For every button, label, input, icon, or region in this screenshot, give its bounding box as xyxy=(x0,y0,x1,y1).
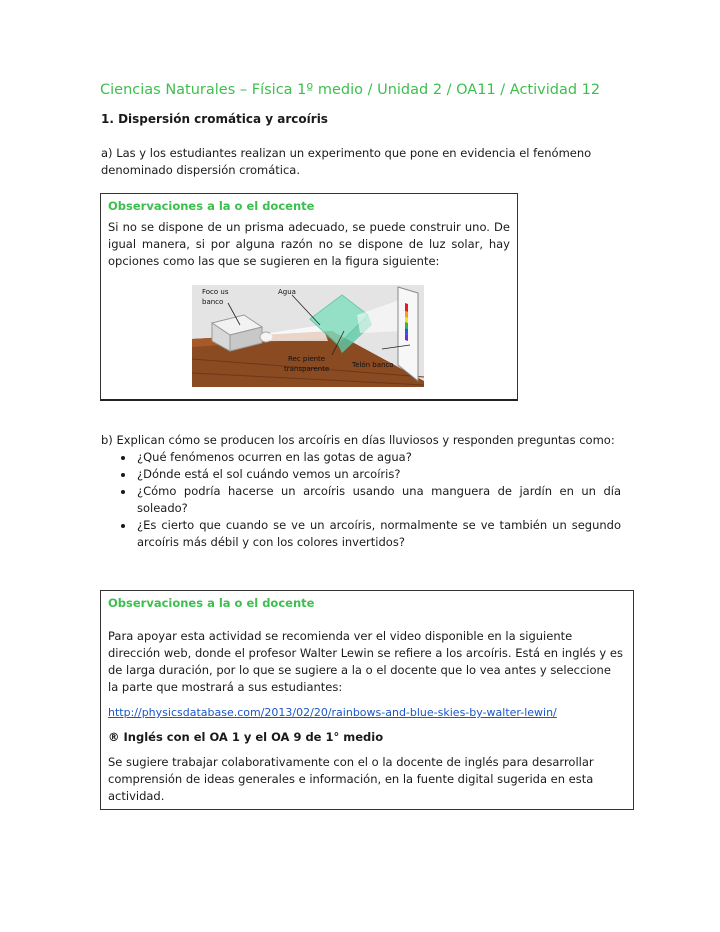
label-recipiente: Rec piente transparente xyxy=(284,355,330,373)
box2-title: Observaciones a la o el docente xyxy=(108,596,315,610)
page-title: Ciencias Naturales – Física 1º medio / Unidad 2 / OA11 / Actividad 12 xyxy=(100,82,601,98)
label-telon: Telón banco xyxy=(352,361,394,369)
box2-text1: Para apoyar esta actividad se recomienda ver el video disponible en la siguiente dirección web, donde el profesor Walter Lewin se refiere a los arcoíris. Está en inglés y es de larga duración, por lo que se sugiere a la o el docente que lo vea antes y seleccione la parte que mostrará a sus estudiantes: xyxy=(108,629,623,694)
question-list xyxy=(101,449,621,551)
spectrum-violet xyxy=(405,334,408,341)
box1-text: Si no se dispone de un prisma adecuado, se puede construir uno. De igual manera, si por alguna razón no se dispone de luz solar, hay opciones como las que se sugieren en la figura siguiente: xyxy=(108,220,510,268)
list-item: • ¿Cómo podría hacerse un arcoíris usando una manguera de jardín en un día soleado? xyxy=(135,483,621,517)
video-link[interactable]: http://physicsdatabase.com/2013/02/20/rainbows-and-blue-skies-by-walter-lewin/ xyxy=(108,706,557,719)
part-b-intro: b) Explican cómo se producen los arcoíris en días lluviosos y responden preguntas como: xyxy=(101,433,615,447)
box2-subheading: ® Inglés con el OA 1 y el OA 9 de 1° medio xyxy=(108,730,384,744)
part-a-text: a) Las y los estudiantes realizan un experimento que pone en evidencia el fenómeno denominado dispersión cromática. xyxy=(101,146,592,177)
section-heading: 1. Dispersión cromática y arcoíris xyxy=(101,112,328,126)
part-b xyxy=(101,432,621,551)
teacher-notes-box-1 xyxy=(100,193,518,401)
list-item: • ¿Dónde está el sol cuándo vemos un arcoíris? xyxy=(135,466,621,483)
list-item: • ¿Qué fenómenos ocurren en las gotas de agua? xyxy=(135,449,621,466)
label-agua: Agua xyxy=(278,288,296,296)
spectrum-red xyxy=(405,303,408,312)
prism-experiment-figure xyxy=(192,285,424,387)
list-item: • ¿Es cierto que cuando se ve un arcoíris, normalmente se ve también un segundo arcoíris más débil y con los colores invertidos? xyxy=(135,517,621,551)
box2-text2: Se sugiere trabajar colaborativamente con el o la docente de inglés para desarrollar comprensión de ideas generales e información, en la fuente digital sugerida en esta actividad. xyxy=(108,755,594,803)
box1-title: Observaciones a la o el docente xyxy=(108,199,315,213)
label-foco: Foco us banco xyxy=(202,288,229,306)
teacher-notes-box-2 xyxy=(100,590,634,810)
